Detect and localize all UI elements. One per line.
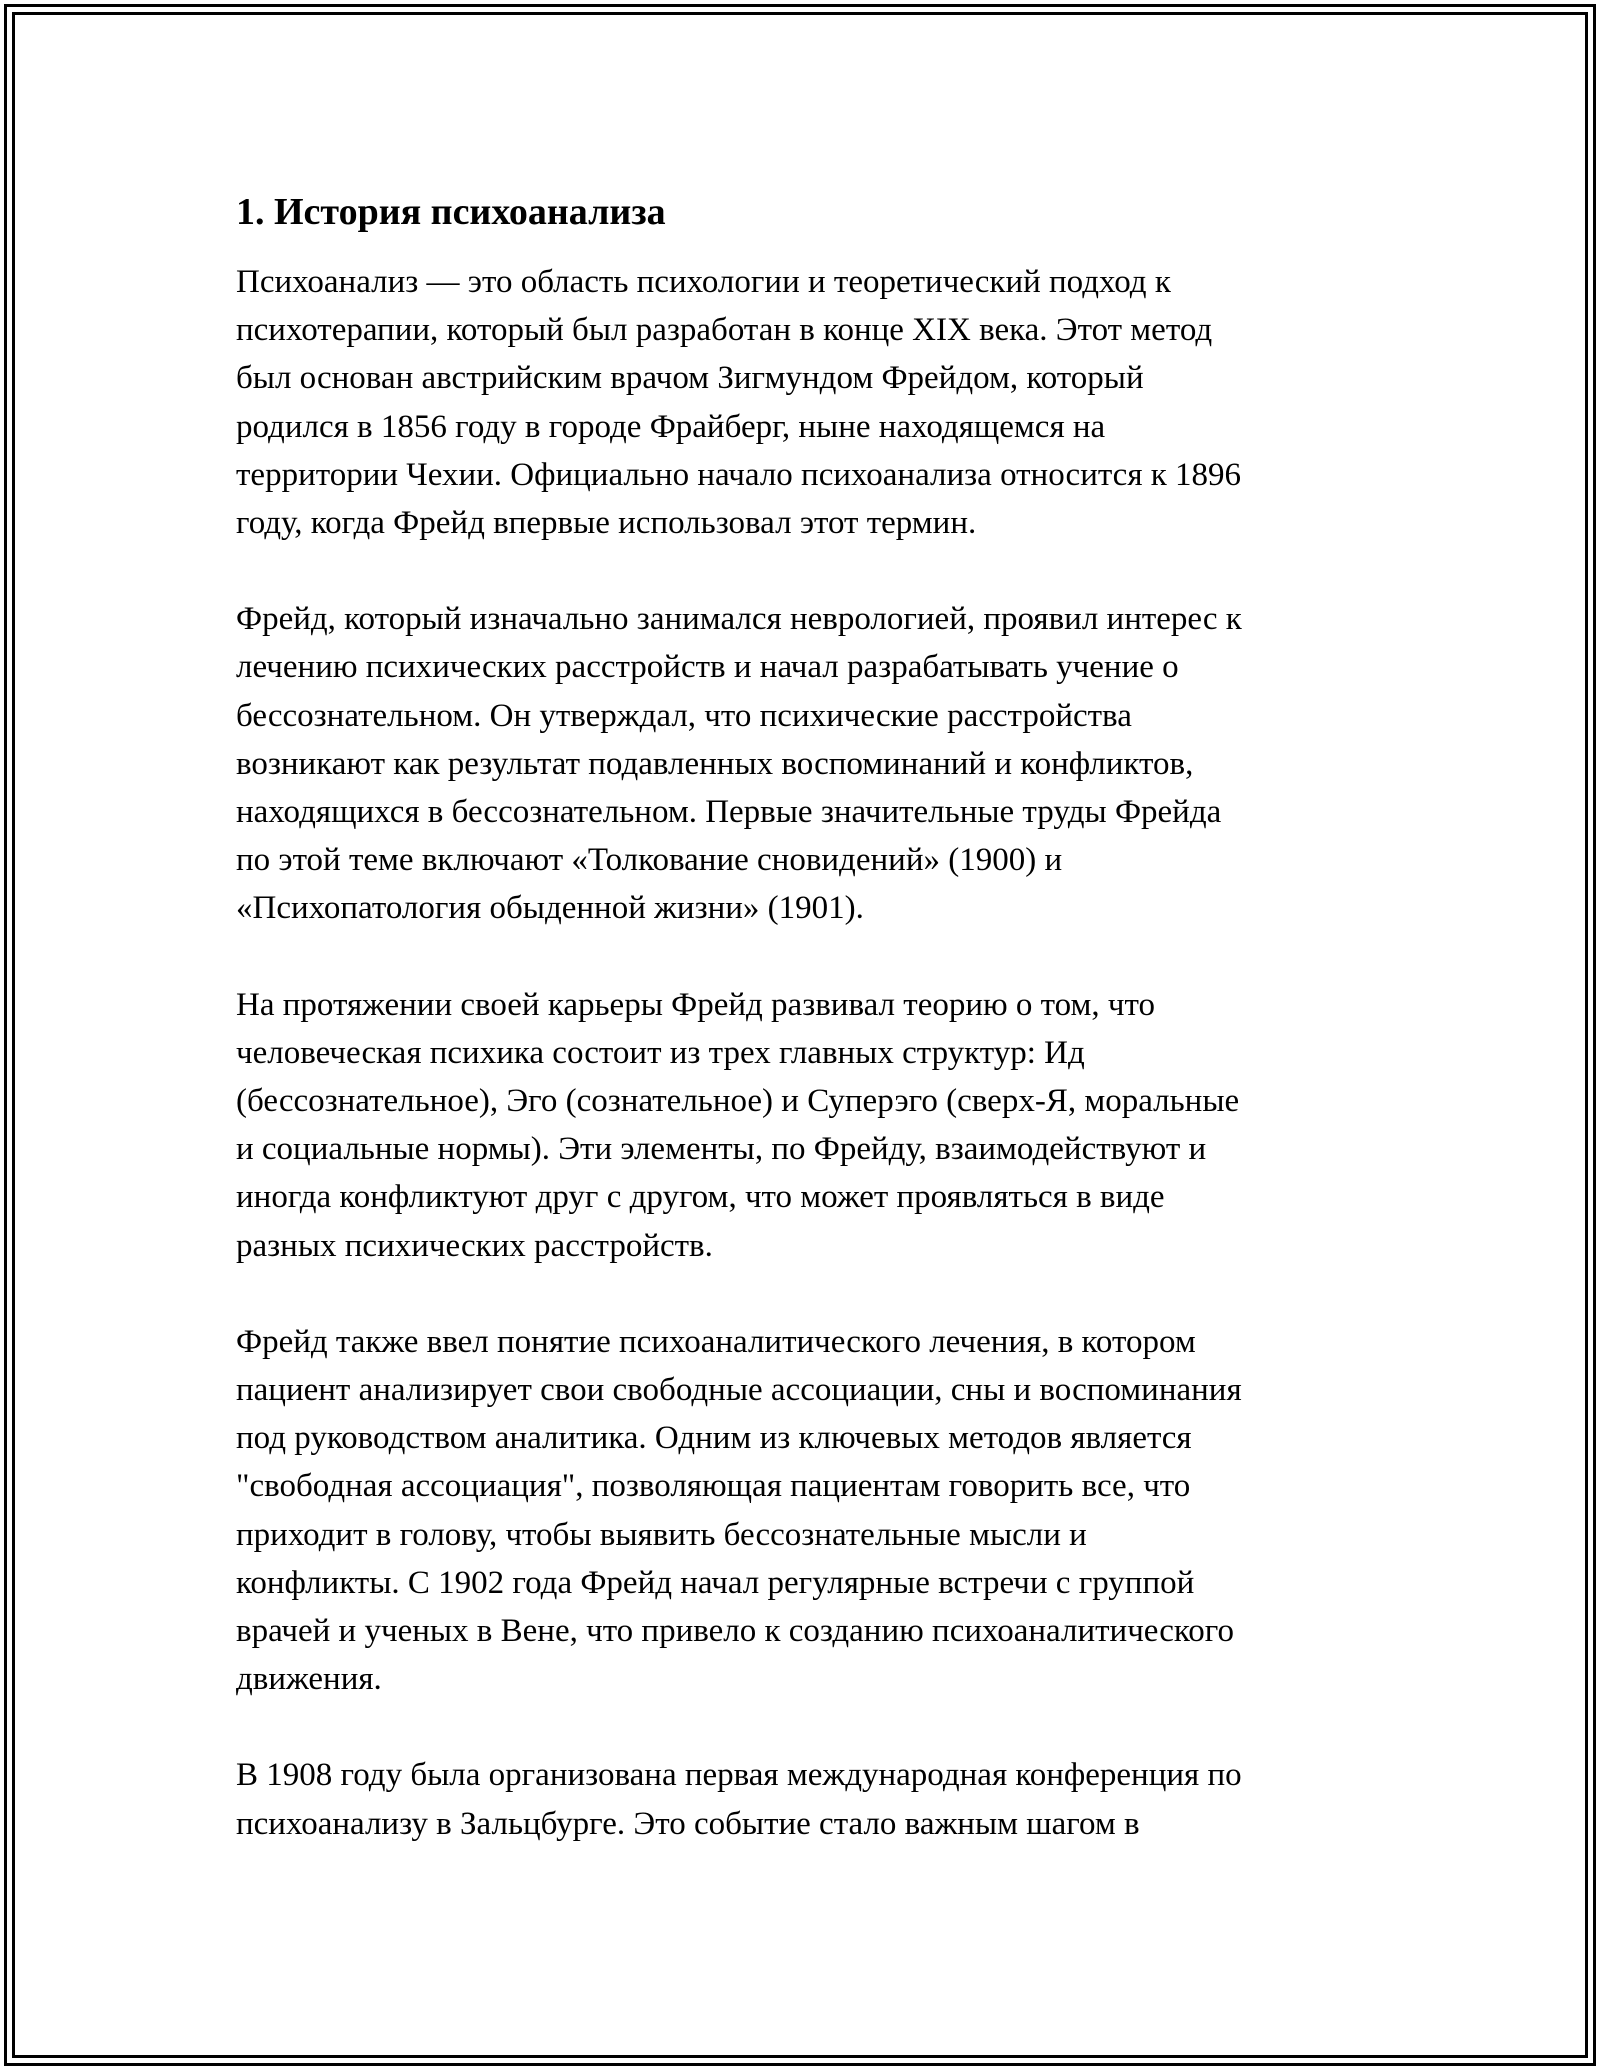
- text-line: бессознательном. Он утверждал, что психические расстройства: [236, 697, 1132, 734]
- text-line: находящихся в бессознательном. Первые значительные труды Фрейда: [236, 794, 1222, 831]
- text-line: родился в 1856 году в городе Фрайберг, ныне находящемся на: [236, 408, 1106, 445]
- text-line: конфликты. С 1902 года Фрейд начал регулярные встречи с группой: [236, 1564, 1195, 1601]
- paragraph-4: [236, 1318, 1376, 1704]
- text-line: был основан австрийским врачом Зигмундом Фрейдом, который: [236, 360, 1144, 397]
- paragraph-5: [236, 1751, 1376, 1847]
- text-line: приходит в голову, чтобы выявить бессознательные мысли и: [236, 1516, 1087, 1553]
- text-line: разных психических расстройств.: [236, 1227, 713, 1264]
- text-line: врачей и ученых в Вене, что привело к созданию психоаналитического: [236, 1613, 1234, 1650]
- text-line: и социальные нормы). Эти элементы, по Фрейду, взаимодействуют и: [236, 1131, 1207, 1168]
- text-line: «Психопатология обыденной жизни» (1901).: [236, 890, 864, 927]
- text-line: В 1908 году была организована первая международная конференция по: [236, 1757, 1242, 1794]
- paragraph-2: [236, 595, 1376, 932]
- text-line: Фрейд, который изначально занимался неврологией, проявил интерес к: [236, 601, 1242, 638]
- text-line: под руководством аналитика. Одним из ключевых методов является: [236, 1420, 1192, 1457]
- document-body: [236, 188, 1376, 1896]
- paragraph-3: [236, 981, 1376, 1270]
- text-line: психоанализу в Зальцбурге. Это событие стало важным шагом в: [236, 1805, 1140, 1842]
- text-line: (бессознательное), Эго (сознательное) и Суперэго (сверх-Я, моральные: [236, 1083, 1240, 1120]
- text-line: территории Чехии. Официально начало психоанализа относится к 1896: [236, 456, 1242, 493]
- text-line: На протяжении своей карьеры Фрейд развивал теорию о том, что: [236, 986, 1155, 1023]
- text-line: движения.: [236, 1661, 382, 1698]
- section-heading: 1. История психоанализа: [236, 191, 666, 233]
- text-line: Фрейд также ввел понятие психоаналитического лечения, в котором: [236, 1323, 1196, 1360]
- text-line: пациент анализирует свои свободные ассоциации, сны и воспоминания: [236, 1372, 1242, 1409]
- text-line: лечению психических расстройств и начал разрабатывать учение о: [236, 649, 1179, 686]
- text-line: Психоанализ — это область психологии и теоретический подход к: [236, 264, 1171, 300]
- text-line: человеческая психика состоит из трех главных структур: Ид: [236, 1034, 1085, 1071]
- text-line: "свободная ассоциация", позволяющая пациентам говорить все, что: [236, 1468, 1191, 1505]
- text-line: иногда конфликтуют друг с другом, что может проявляться в виде: [236, 1179, 1165, 1216]
- text-line: по этой теме включают «Толкование сновидений» (1900) и: [236, 842, 1063, 879]
- text-line: возникают как результат подавленных воспоминаний и конфликтов,: [236, 745, 1194, 782]
- text-line: психотерапии, который был разработан в конце XIX века. Этот метод: [236, 312, 1213, 349]
- text-line: году, когда Фрейд впервые использовал этот термин.: [236, 505, 977, 542]
- paragraph-1: [236, 258, 1376, 547]
